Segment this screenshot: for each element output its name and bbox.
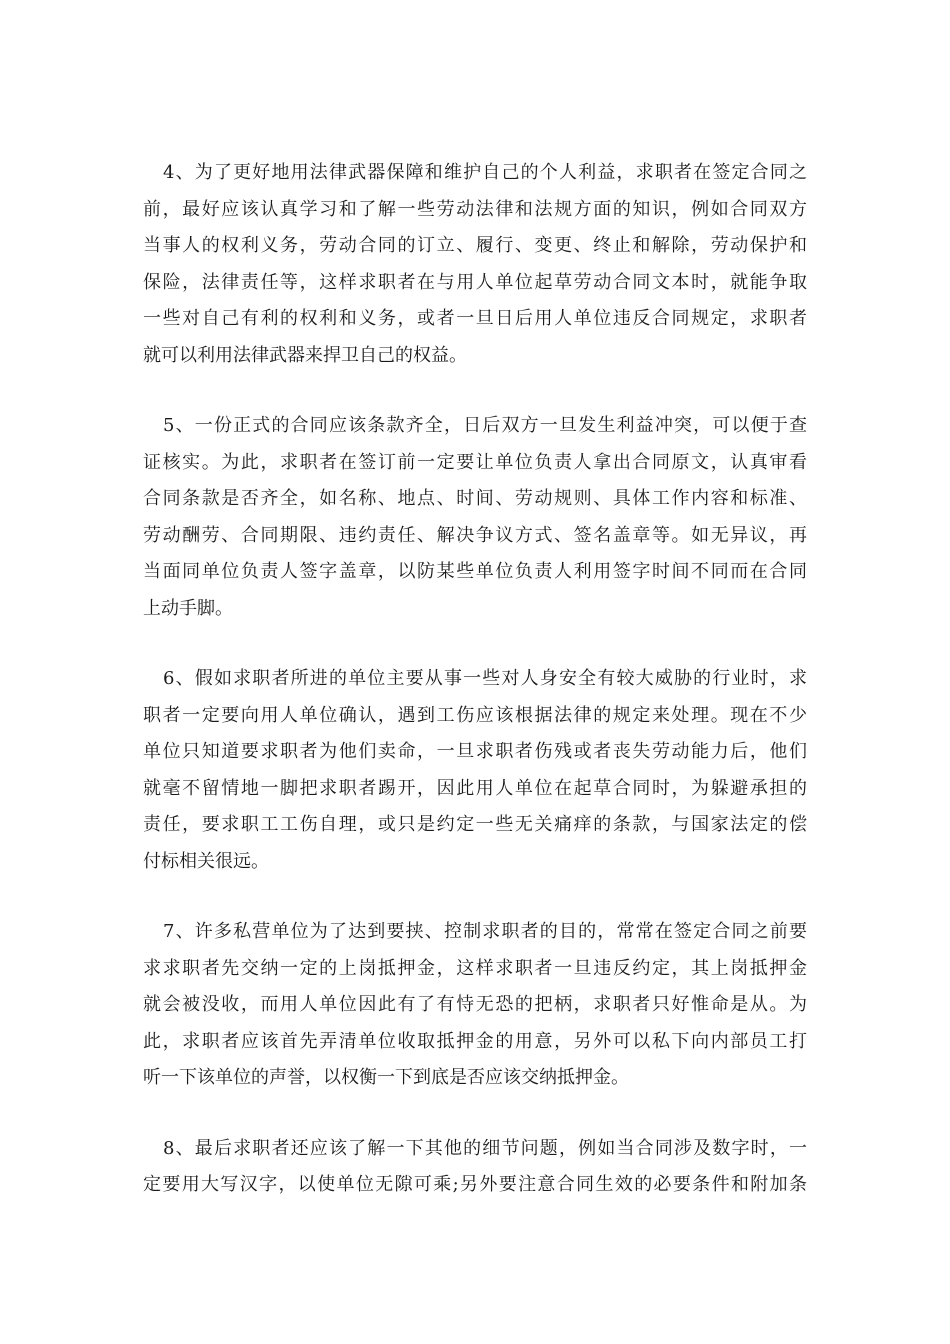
text-line: 上动手脚。: [143, 597, 233, 619]
text-line: 5、一份正式的合同应该条款齐全，日后双方一旦发生利益冲突，可以便于查: [163, 415, 807, 436]
paragraph-7: [143, 914, 807, 1097]
text-line: 当事人的权利义务，劳动合同的订立、履行、变更、终止和解除，劳动保护和: [143, 235, 807, 256]
text-line: 当面同单位负责人签字盖章，以防某些单位负责人利用签字时间不同而在合同: [143, 561, 807, 582]
text-line: 一些对自己有利的权利和义务，或者一旦日后用人单位违反合同规定，求职者: [143, 308, 807, 329]
text-line: 保险，法律责任等，这样求职者在与用人单位起草劳动合同文本时，就能争取: [143, 271, 807, 293]
text-line: 就可以利用法律武器来捍卫自己的权益。: [143, 344, 467, 366]
text-line: 此，求职者应该首先弄清单位收取抵押金的用意，另外可以私下向内部员工打: [143, 1030, 807, 1052]
text-line: 就会被没收，而用人单位因此有了有恃无恐的把柄，求职者只好惟命是从。为: [143, 994, 807, 1015]
paragraph-4: [143, 155, 807, 374]
text-line: 前，最好应该认真学习和了解一些劳动法律和法规方面的知识，例如合同双方: [143, 198, 807, 220]
paragraph-5: [143, 408, 807, 627]
text-line: 听一下该单位的声誉，以权衡一下到底是否应该交纳抵押金。: [143, 1067, 629, 1088]
paragraph-8: [143, 1131, 807, 1204]
text-line: 劳动酬劳、合同期限、违约责任、解决争议方式、签名盖章等。如无异议，再: [143, 524, 807, 546]
text-line: 7、许多私营单位为了达到要挟、控制求职者的目的，常常在签定合同之前要: [163, 921, 807, 942]
text-line: 4、为了更好地用法律武器保障和维护自己的个人利益，求职者在签定合同之: [163, 162, 807, 183]
text-line: 求求职者先交纳一定的上岗抵押金，这样求职者一旦违反约定，其上岗抵押金: [143, 957, 807, 979]
text-line: 证核实。为此，求职者在签订前一定要让单位负责人拿出合同原文，认真审看: [143, 451, 807, 473]
text-line: 付标相关很远。: [143, 850, 269, 872]
text-line: 定要用大写汉字，以使单位无隙可乘;另外要注意合同生效的必要条件和附加条: [143, 1174, 807, 1195]
text-line: 6、假如求职者所进的单位主要从事一些对人身安全有较大威胁的行业时，求: [163, 668, 807, 689]
text-line: 单位只知道要求职者为他们卖命，一旦求职者伤残或者丧失劳动能力后，他们: [143, 741, 807, 762]
text-line: 就毫不留情地一脚把求职者踢开，因此用人单位在起草合同时，为躲避承担的: [143, 777, 807, 799]
text-line: 责任，要求职工工伤自理，或只是约定一些无关痛痒的条款，与国家法定的偿: [143, 814, 807, 835]
paragraph-6: [143, 661, 807, 880]
text-line: 合同条款是否齐全，如名称、地点、时间、劳动规则、具体工作内容和标准、: [143, 488, 807, 509]
text-line: 职者一定要向用人单位确认，遇到工伤应该根据法律的规定来处理。现在不少: [143, 704, 807, 726]
document-body: [143, 155, 807, 1238]
text-line: 8、最后求职者还应该了解一下其他的细节问题，例如当合同涉及数字时，一: [163, 1137, 807, 1159]
